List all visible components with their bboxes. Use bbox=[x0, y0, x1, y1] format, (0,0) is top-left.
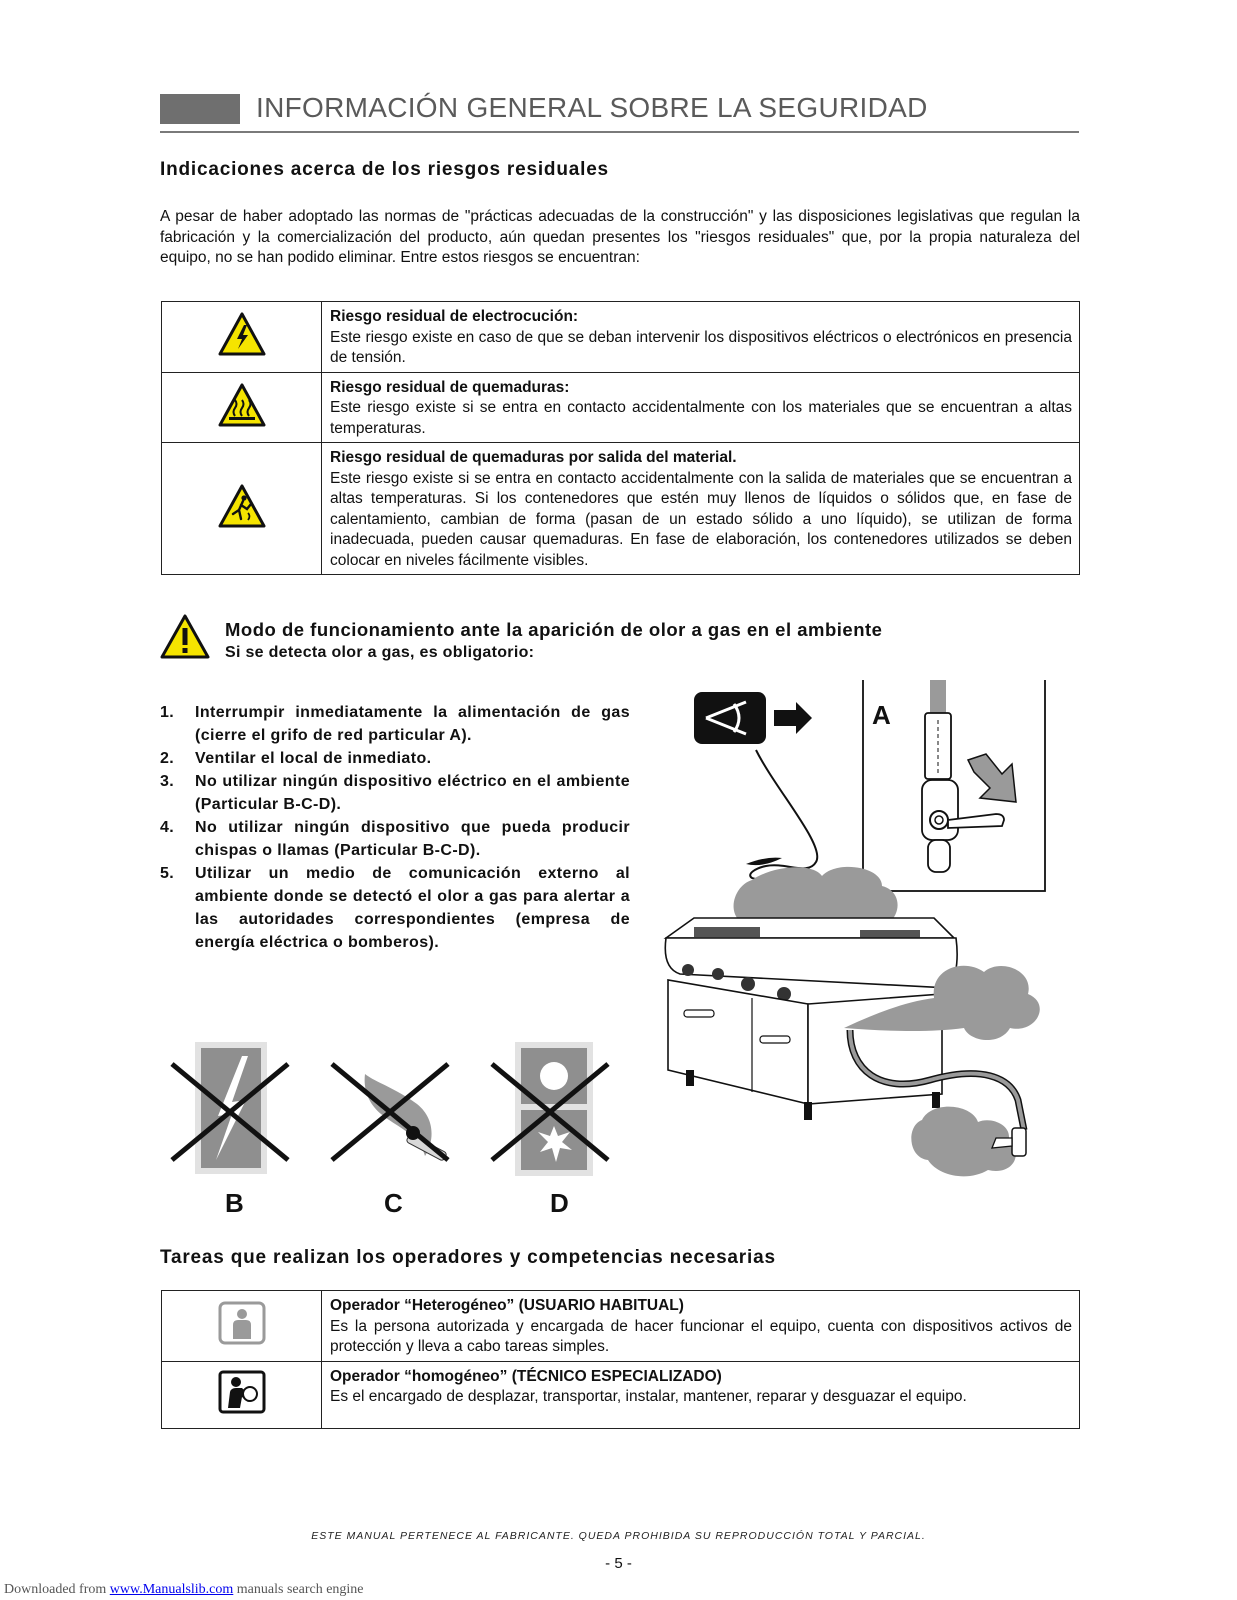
copyright-note: ESTE MANUAL PERTENECE AL FABRICANTE. QUEDA PROHIBIDA SU REPRODUCCIÓN TOTAL Y PARCIAL. bbox=[311, 1530, 926, 1542]
label-a: A bbox=[872, 700, 891, 730]
operator-description: Es la persona autorizada y encargada de hacer funcionar el equipo, cuenta con dispositivos activos de protección y lleva a cabo tareas simples. bbox=[330, 1317, 1072, 1355]
page-number: - 5 - bbox=[605, 1555, 632, 1572]
list-item bbox=[160, 816, 630, 862]
operators-table bbox=[161, 1290, 1080, 1429]
list-item bbox=[160, 770, 630, 816]
table-row bbox=[162, 302, 1080, 373]
specialized-technician-icon bbox=[218, 1370, 266, 1414]
operator-icon-cell bbox=[162, 1291, 322, 1362]
step-number: 2. bbox=[160, 750, 175, 767]
risk-icon-cell bbox=[162, 372, 322, 443]
table-row bbox=[162, 1361, 1080, 1428]
manualslib-link[interactable]: www.Manualslib.com bbox=[109, 1582, 234, 1597]
operator-title: Operador “Heterogéneo” (USUARIO HABITUAL) bbox=[330, 1297, 684, 1314]
risk-text-cell bbox=[322, 302, 1080, 373]
step-number: 5. bbox=[160, 865, 175, 882]
operator-user-icon bbox=[218, 1301, 266, 1345]
step-text: No utilizar ningún dispositivo que pueda producir chispas o llamas (Particular B-C-D). bbox=[195, 819, 630, 859]
no-switches-icon bbox=[492, 1042, 608, 1176]
risk-text-cell bbox=[322, 372, 1080, 443]
risk-description: Este riesgo existe si se entra en contacto accidentalmente con los materiales que se encuentran a altas temperaturas. bbox=[330, 399, 1072, 437]
operators-heading: Tareas que realizan los operadores y competencias necesarias bbox=[160, 1247, 776, 1268]
download-notice bbox=[4, 1582, 364, 1598]
risk-description: Este riesgo existe en caso de que se deban intervenir los dispositivos eléctricos o electrónicos en presencia de tensión. bbox=[330, 328, 1072, 366]
operator-text-cell bbox=[322, 1361, 1080, 1428]
table-row bbox=[162, 372, 1080, 443]
risk-title: Riesgo residual de quemaduras por salida del material. bbox=[330, 449, 737, 466]
gas-steps-list bbox=[160, 701, 630, 954]
hot-surface-warning-icon bbox=[217, 382, 267, 428]
list-item bbox=[160, 747, 630, 770]
label-b: B bbox=[225, 1188, 244, 1218]
step-number: 4. bbox=[160, 819, 175, 836]
table-row bbox=[162, 1291, 1080, 1362]
table-row bbox=[162, 443, 1080, 575]
risk-description: Este riesgo existe si se entra en contacto accidentalmente con la salida de materiales que se encuentran a altas temperaturas. Si los contenedores que estén muy llenos de líquidos o sólidos que, en fase de calentamiento, cambian de forma (pasan de un estado sólido a uno líquido), se utilizan de forma inadecuada, pueden causar quemaduras. En fase de elaboración, los contenedores utilizados se deben colocar en niveles fácilmente visibles. bbox=[330, 469, 1072, 569]
prohibition-icons bbox=[160, 1042, 620, 1182]
label-d: D bbox=[550, 1188, 569, 1218]
operator-icon-cell bbox=[162, 1361, 322, 1428]
step-text: Utilizar un medio de comunicación externo al ambiente donde se detectó el olor a gas para alertar a las autoridades correspondientes (empresa de energía eléctrica o bomberos). bbox=[195, 865, 630, 951]
step-number: 3. bbox=[160, 773, 175, 790]
page-title: INFORMACIÓN GENERAL SOBRE LA SEGURIDAD bbox=[256, 92, 928, 123]
step-text: No utilizar ningún dispositivo eléctrico en el ambiente (Particular B-C-D). bbox=[195, 773, 630, 813]
gas-procedure-subtitle: Si se detecta olor a gas, es obligatorio: bbox=[225, 644, 535, 661]
risk-icon-cell bbox=[162, 302, 322, 373]
gas-procedure-title: Modo de funcionamiento ante la aparición de olor a gas en el ambiente bbox=[225, 619, 883, 640]
residual-risks-intro: A pesar de haber adoptado las normas de "prácticas adecuadas de la construcción" y las disposiciones legislativas que regulan la fabricación y la comercialización del producto, aún quedan presentes los "riesgos residuales" que, por la propia naturaleza del equipo, no se han podido eliminar. Entre estos riesgos se encuentran: bbox=[160, 208, 1080, 266]
risk-text-cell bbox=[322, 443, 1080, 575]
step-text: Ventilar el local de inmediato. bbox=[195, 750, 432, 767]
header-divider bbox=[160, 131, 1079, 133]
hot-material-warning-icon bbox=[217, 483, 267, 529]
step-text: Interrumpir inmediatamente la alimentación de gas (cierre el grifo de red particular A). bbox=[195, 704, 630, 744]
list-item bbox=[160, 701, 630, 747]
header-block bbox=[160, 94, 240, 124]
operator-description: Es el encargado de desplazar, transportar, instalar, mantener, reparar y desguazar el equipo. bbox=[330, 1388, 967, 1405]
residual-risks-table bbox=[161, 301, 1080, 575]
list-item bbox=[160, 862, 630, 954]
gas-warning-icon bbox=[159, 613, 211, 661]
label-c: C bbox=[384, 1188, 403, 1218]
smell-eye-icon bbox=[694, 692, 817, 879]
electrocution-warning-icon bbox=[217, 311, 267, 357]
no-electric-devices-icon bbox=[172, 1042, 288, 1174]
gas-leak-illustration bbox=[660, 680, 1060, 1190]
risk-title: Riesgo residual de electrocución: bbox=[330, 308, 579, 325]
operator-text-cell bbox=[322, 1291, 1080, 1362]
download-prefix: Downloaded from bbox=[4, 1582, 110, 1597]
download-suffix: manuals search engine bbox=[233, 1582, 364, 1597]
residual-risks-heading: Indicaciones acerca de los riesgos residuales bbox=[160, 159, 609, 180]
step-number: 1. bbox=[160, 704, 175, 721]
operator-title: Operador “homogéneo” (TÉCNICO ESPECIALIZADO) bbox=[330, 1367, 722, 1385]
no-flames-icon bbox=[332, 1064, 448, 1161]
risk-title: Riesgo residual de quemaduras: bbox=[330, 378, 570, 396]
risk-icon-cell bbox=[162, 443, 322, 575]
